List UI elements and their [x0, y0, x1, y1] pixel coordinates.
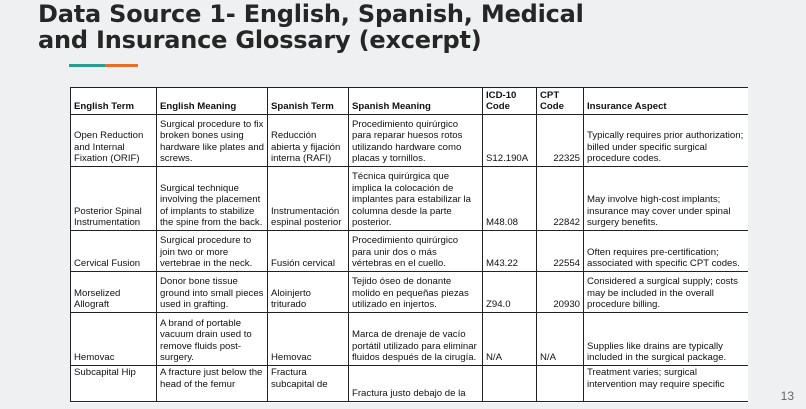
table-cell: Z94.0	[483, 272, 537, 313]
table-cell: Hemovac	[268, 313, 349, 366]
table-cell: Fractura justo debajo de la	[349, 366, 483, 402]
table-cell: Procedimiento quirúrgico para reparar huesos rotos utilizando hardware como placas y tornillos.	[349, 115, 483, 167]
column-header: Insurance Aspect	[584, 88, 749, 115]
table-cell: Hemovac	[71, 313, 157, 366]
accent-bar-teal	[69, 64, 105, 67]
table-row	[71, 167, 749, 231]
table-cell: Considered a surgical supply; costs may be included in the overall procedure billing.	[584, 272, 749, 313]
table-cell: Marca de drenaje de vacío portátil utilizado para eliminar fluidos después de la cirugía.	[349, 313, 483, 366]
table-cell: Técnica quirúrgica que implica la colocación de implantes para estabilizar la columna desde la parte posterior.	[349, 167, 483, 231]
table-cell	[537, 366, 584, 402]
table-cell: M48.08	[483, 167, 537, 231]
table-cell: Donor bone tissue ground into small pieces used in grafting.	[157, 272, 268, 313]
table-cell: Tejido óseo de donante molido en pequeñas piezas utilizado en injertos.	[349, 272, 483, 313]
table-cell: Treatment varies; surgical intervention may require specific	[584, 366, 749, 402]
column-header: English Term	[71, 88, 157, 115]
table-cell: S12.190A	[483, 115, 537, 167]
slide-title	[38, 1, 584, 53]
table-row	[71, 272, 749, 313]
column-header: Spanish Meaning	[349, 88, 483, 115]
column-header: ICD-10 Code	[483, 88, 537, 115]
slide-title-line-2: and Insurance Glossary (excerpt)	[38, 26, 482, 54]
table-header-row	[71, 88, 749, 115]
table-cell: Supplies like drains are typically included in the surgical package.	[584, 313, 749, 366]
table-cell: Subcapital Hip	[71, 366, 157, 402]
accent-bar-orange	[105, 64, 138, 67]
page-number: 13	[780, 389, 794, 403]
table-cell: Surgical technique involving the placement of implants to stabilize the spine from the back.	[157, 167, 268, 231]
table-cell: Often requires pre-certification; associated with specific CPT codes.	[584, 231, 749, 272]
table-cell: 22325	[537, 115, 584, 167]
table-cell: Instrumentación espinal posterior	[268, 167, 349, 231]
table-cell: 22842	[537, 167, 584, 231]
table-cell: 22554	[537, 231, 584, 272]
table-cell: Surgical procedure to join two or more vertebrae in the neck.	[157, 231, 268, 272]
table-cell: Aloinjerto triturado	[268, 272, 349, 313]
table-cell: A fracture just below the head of the femur	[157, 366, 268, 402]
table-cell: Surgical procedure to fix broken bones using hardware like plates and screws.	[157, 115, 268, 167]
table-cell: Cervical Fusion	[71, 231, 157, 272]
table-row	[71, 231, 749, 272]
table-row	[71, 313, 749, 366]
glossary-table	[70, 87, 748, 402]
table-row	[71, 115, 749, 167]
table-cell: Typically requires prior authorization; billed under specific surgical procedure codes.	[584, 115, 749, 167]
slide-title-line-1: Data Source 1- English, Spanish, Medical	[38, 0, 584, 28]
table-cell: Reducción abierta y fijación interna (RAFI)	[268, 115, 349, 167]
column-header: Spanish Term	[268, 88, 349, 115]
table-cell: Posterior Spinal Instrumentation	[71, 167, 157, 231]
title-accent-bar	[69, 64, 138, 67]
column-header: CPT Code	[537, 88, 584, 115]
table-cell: N/A	[537, 313, 584, 366]
table-cell: A brand of portable vacuum drain used to remove fluids post-surgery.	[157, 313, 268, 366]
table-cell: May involve high-cost implants; insurance may cover under spinal surgery benefits.	[584, 167, 749, 231]
column-header: English Meaning	[157, 88, 268, 115]
table-cell: Fusión cervical	[268, 231, 349, 272]
table-cell: Procedimiento quirúrgico para unir dos o más vértebras en el cuello.	[349, 231, 483, 272]
table-cell: N/A	[483, 313, 537, 366]
table-cell: Fractura subcapital de	[268, 366, 349, 402]
table-cell: 20930	[537, 272, 584, 313]
table-cell: M43.22	[483, 231, 537, 272]
table-cell: Morselized Allograft	[71, 272, 157, 313]
table-cell: Open Reduction and Internal Fixation (ORIF)	[71, 115, 157, 167]
glossary-table-container	[70, 87, 748, 403]
table-row	[71, 366, 749, 402]
table-cell	[483, 366, 537, 402]
